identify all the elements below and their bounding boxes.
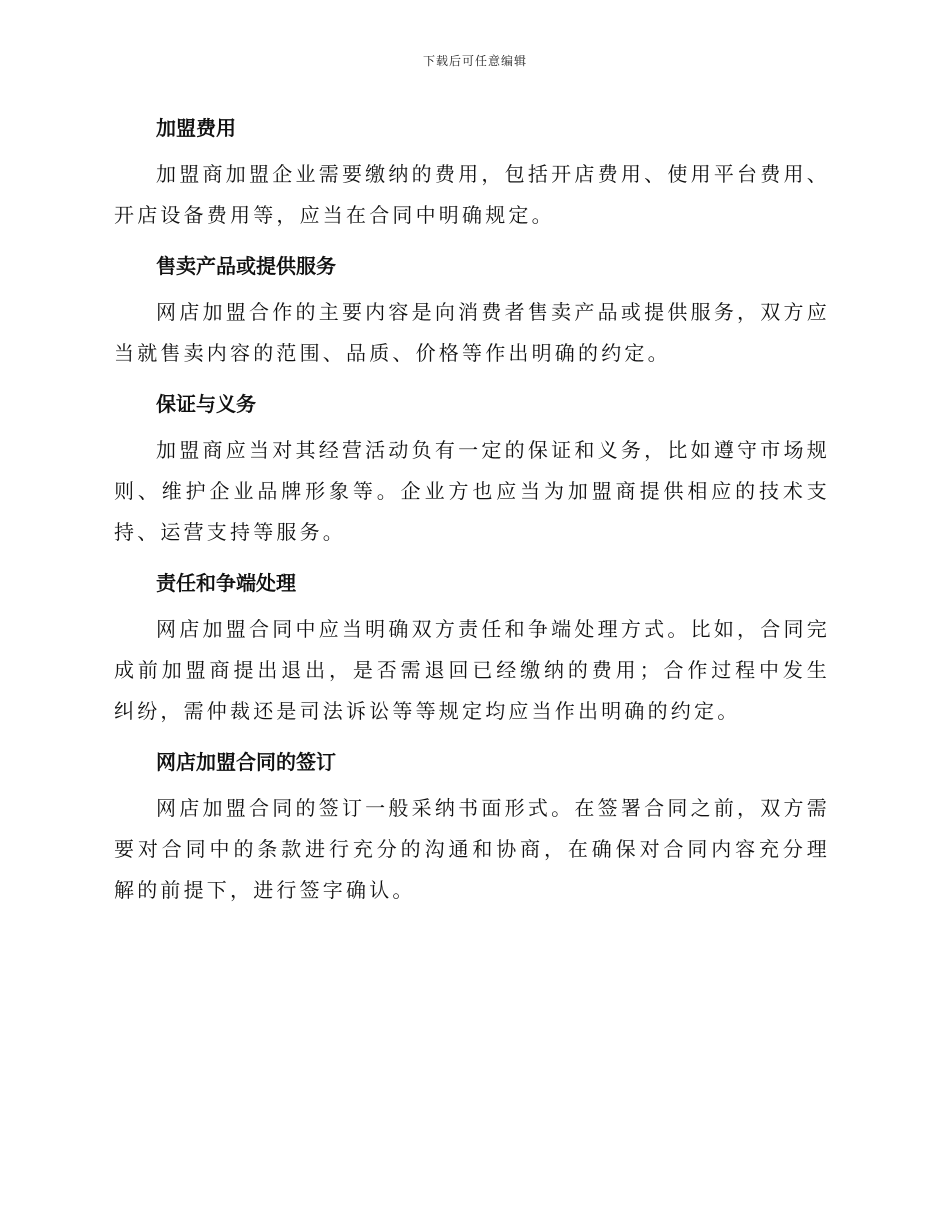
section-paragraph: 网店加盟合同的签订一般采纳书面形式。在签署合同之前，双方需要对合同中的条款进行充分的沟通和协商，在确保对合同内容充分理解的前提下，进行签字确认。 bbox=[114, 796, 830, 902]
section-products-services bbox=[114, 246, 830, 374]
section-paragraph: 网店加盟合作的主要内容是向消费者售卖产品或提供服务，双方应当就售卖内容的范围、品质、价格等作出明确的约定。 bbox=[114, 300, 830, 365]
section-heading: 加盟费用 bbox=[156, 116, 236, 140]
section-contract-signing bbox=[114, 742, 830, 911]
section-paragraph: 网店加盟合同中应当明确双方责任和争端处理方式。比如，合同完成前加盟商提出退出，是否需退回已经缴纳的费用；合作过程中发生纠纷，需仲裁还是司法诉讼等等规定均应当作出明确的约定。 bbox=[114, 617, 830, 723]
section-guarantees-obligations bbox=[114, 384, 830, 553]
section-heading: 网店加盟合同的签订 bbox=[156, 750, 336, 774]
section-paragraph: 加盟商应当对其经营活动负有一定的保证和义务，比如遵守市场规则、维护企业品牌形象等。企业方也应当为加盟商提供相应的技术支持、运营支持等服务。 bbox=[114, 438, 830, 544]
section-heading: 售卖产品或提供服务 bbox=[156, 254, 336, 278]
section-liability-disputes bbox=[114, 563, 830, 732]
page-header-note: 下载后可任意编辑 bbox=[422, 54, 527, 68]
section-fees bbox=[114, 108, 830, 236]
section-paragraph: 加盟商加盟企业需要缴纳的费用，包括开店费用、使用平台费用、开店设备费用等，应当在合同中明确规定。 bbox=[114, 162, 830, 227]
section-heading: 保证与义务 bbox=[156, 392, 256, 416]
section-heading: 责任和争端处理 bbox=[156, 571, 296, 595]
document-body bbox=[114, 108, 830, 921]
